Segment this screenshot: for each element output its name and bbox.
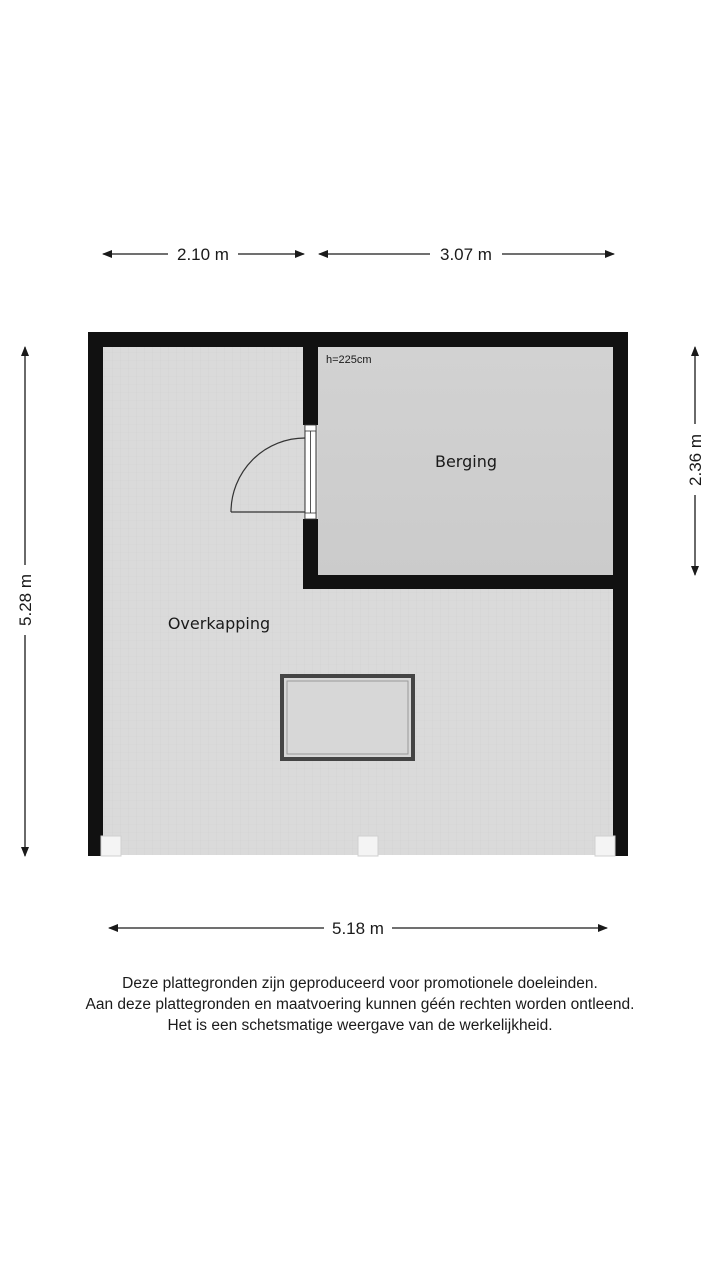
wall-left <box>88 332 103 856</box>
wall-storage-left-upper <box>303 347 318 425</box>
dimension-left <box>16 347 35 856</box>
dimension-top-left <box>103 245 304 264</box>
dimension-right <box>686 347 705 575</box>
dimension-label-right: 2.36 m <box>686 434 705 486</box>
covered-area-label: Overkapping <box>167 614 271 633</box>
dimension-label-bottom: 5.18 m <box>332 919 384 938</box>
wall-storage-bottom <box>303 575 613 589</box>
wall-right <box>613 332 628 856</box>
wall-top <box>88 332 628 347</box>
dimension-bottom <box>109 919 607 938</box>
storage-room-label: Berging <box>434 452 498 471</box>
dimension-label-top-left: 2.10 m <box>177 245 229 264</box>
dimension-label-left: 5.28 m <box>16 574 35 626</box>
column-left <box>101 836 121 856</box>
column-middle <box>358 836 378 856</box>
disclaimer-line-3: Het is een schetsmatige weergave van de werkelijkheid. <box>167 1017 553 1034</box>
storage-ceiling-height: h=225cm <box>326 354 372 366</box>
dimension-label-top-right: 3.07 m <box>440 245 492 264</box>
disclaimer-line-1: Deze plattegronden zijn geproduceerd voor promotionele doeleinden. <box>122 975 598 992</box>
dimension-top-right <box>319 245 614 264</box>
disclaimer <box>0 973 720 1036</box>
central-fixture <box>282 676 413 759</box>
disclaimer-line-2: Aan deze plattegronden en maatvoering kunnen géén rechten worden ontleend. <box>85 996 635 1013</box>
column-right <box>595 836 615 856</box>
